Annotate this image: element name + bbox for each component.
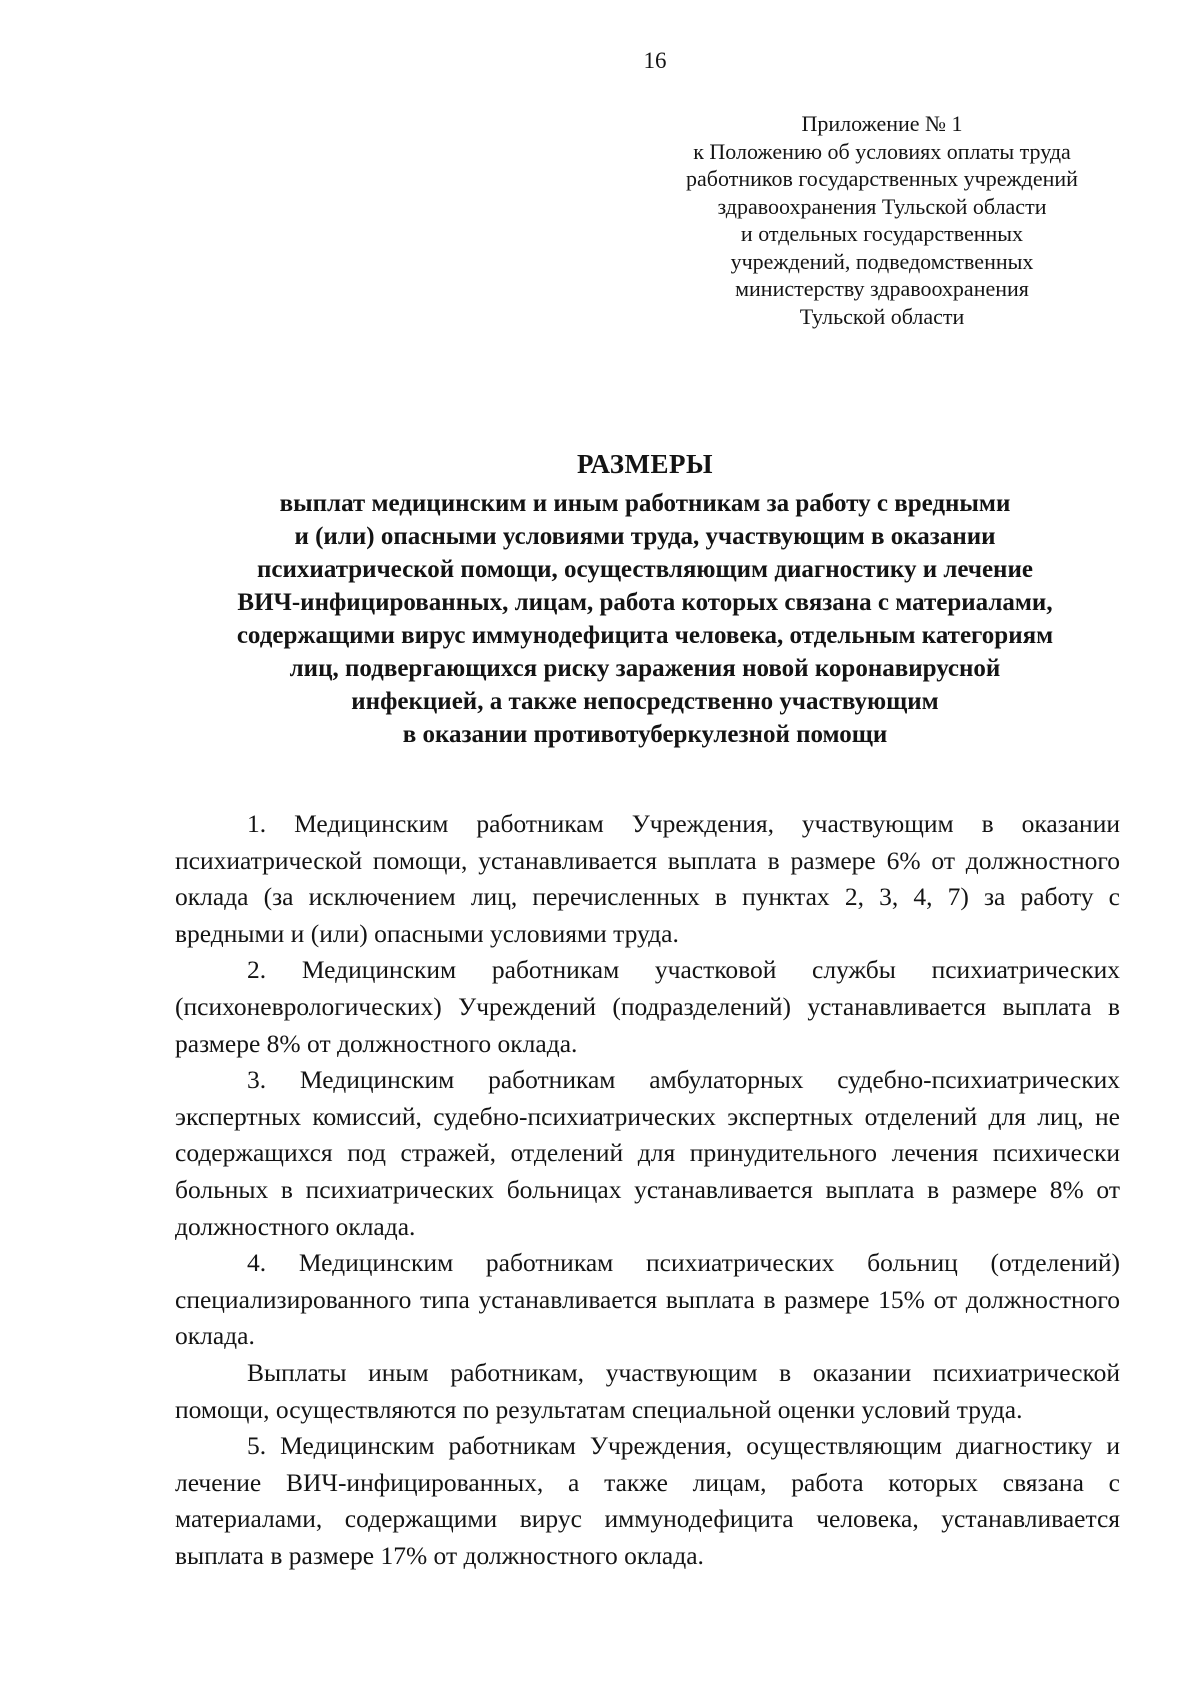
appendix-line: учреждений, подведомственных [730,248,1034,274]
title-line: лиц, подвергающихся риску заражения новой коронавирусной [289,655,1001,682]
document-body [175,806,1120,1574]
title-line: в оказании противотуберкулезной помощи [402,721,888,748]
appendix-line: Приложение № 1 [801,111,963,136]
appendix-line: и отдельных государственных [740,221,1024,246]
document-title [160,448,1130,751]
title-line: ВИЧ-инфицированных, лицам, работа которых связана с материалами, [237,589,1053,616]
paragraph-3: 3. Медицинским работникам амбулаторных судебно-психиатрических экспертных комиссий, судебно-психиатрических экспертных отделений для лиц, не содержащихся под стражей, отделений для принудительного лечения психически больных в психиатрических больницах устанавливается выплата в размере 8% от должностного оклада. [175,1065,1120,1241]
title-line: инфекцией, а также непосредственно участвующим [351,688,939,715]
appendix-header [662,110,1102,330]
appendix-line: работников государственных учреждений [686,166,1078,191]
appendix-line: к Положению об условиях оплаты труда [693,138,1071,164]
title-line: и (или) опасными условиями труда, участвующим в оказании [294,523,996,550]
title-line: психиатрической помощи, осуществляющим диагностику и лечение [257,556,1033,583]
title-line: выплат медицинским и иным работникам за работу с вредными [279,490,1011,517]
paragraph-5: 5. Медицинским работникам Учреждения, осуществляющим диагностику и лечение ВИЧ-инфицированных, а также лицам, работа которых связана с материалами, содержащими вирус иммунодефицита человека, устанавливается выплата в размере 17% от должностного оклада. [175,1431,1120,1570]
paragraph-4: 4. Медицинским работникам психиатрических больниц (отделений) специализированного типа устанавливается выплата в размере 15% от должностного оклада. [175,1248,1120,1351]
title-heading: РАЗМЕРЫ [576,449,714,479]
appendix-line: министерству здравоохранения [735,276,1029,301]
appendix-line: здравоохранения Тульской области [717,193,1047,219]
paragraph-other-workers: Выплаты иным работникам, участвующим в оказании психиатрической помощи, осуществляются по результатам специальной оценки условий труда. [175,1357,1120,1424]
appendix-line: Тульской области [799,303,965,329]
title-line: содержащими вирус иммунодефицита человека, отдельным категориям [236,622,1054,649]
paragraph-1: 1. Медицинским работникам Учреждения, участвующим в оказании психиатрической помощи, устанавливается выплата в размере 6% от должностного оклада (за исключением лиц, перечисленных в пунктах 2, 3, 4, 7) за работу с вредными и (или) опасными условиями труда. [175,809,1120,948]
page-number: 16 [643,48,667,73]
paragraph-2: 2. Медицинским работникам участковой службы психиатрических (психоневрологических) Учреждений (подразделений) устанавливается выплата в размере 8% от должностного оклада. [175,955,1120,1058]
